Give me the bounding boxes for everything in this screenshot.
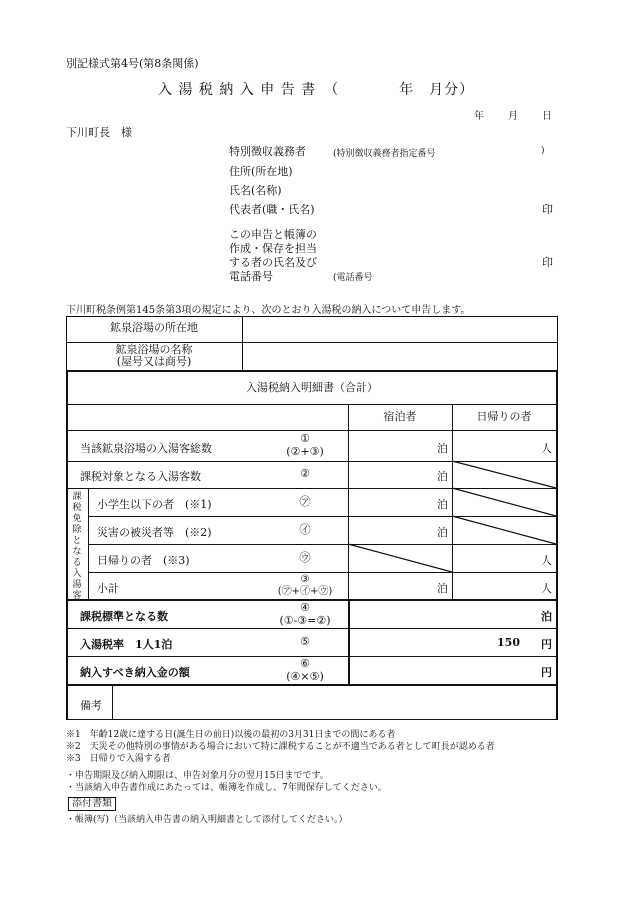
row-total-stay-unit: 泊 (437, 442, 448, 455)
row-disaster-label: 災害の被災者等 (※2) (97, 526, 212, 539)
date-year-label: 年 (474, 111, 484, 122)
row-dayuse-label: 日帰りの者 (※3) (97, 554, 190, 567)
attachment-text: ・帳簿(写)（当該納入申告書の納入明細書として添付してください。） (66, 815, 348, 825)
bullet-1: ・申告期限及び納入期限は、申告対象月分の翌月15日までです。 (66, 771, 329, 781)
obligor-no-close: ) (541, 146, 545, 156)
row-dayuse-day-unit: 人 (541, 554, 552, 567)
payment-amount-mark: ⑥ (④×⑤) (286, 657, 324, 683)
tax-rate-unit: 円 (541, 638, 552, 651)
row-taxable-label: 課税対象となる入湯客数 (80, 470, 201, 483)
payment-amount-label: 納入すべき納入金の額 (80, 666, 190, 679)
tax-rate-mark: ⑤ (300, 635, 310, 648)
row-children-mark: ㋐ (299, 495, 311, 508)
taxable-standard-label: 課税標準となる数 (80, 610, 168, 623)
facility-name-label-2: (屋号又は商号) (116, 355, 192, 368)
detail-title: 入湯税納入明細書（合計） (246, 381, 378, 394)
row-total-label: 当該鉱泉浴場の入湯客総数 (80, 442, 212, 455)
note-1: ※1 年齢12歳に達する日(誕生日の前日)以後の最初の3月31日までの間にある者 (66, 730, 396, 740)
facility-location-label: 鉱泉浴場の所在地 (110, 321, 198, 334)
page-title: 入 湯 税 納 入 申 告 書 （ 年 月分） (158, 82, 475, 98)
date-day-label: 日 (542, 111, 552, 122)
contact-line-2: 作成・保存を担当 (229, 242, 317, 255)
tax-rate-value: 150 (497, 636, 520, 649)
addressee: 下川町長 様 (66, 126, 132, 139)
taxable-standard-mark: ④ (①-③=②) (279, 601, 331, 627)
phone-label: (電話番号 (333, 273, 373, 283)
obligor-label: 特別徴収義務者 (229, 145, 306, 158)
tax-rate-label: 入湯税率 1人1泊 (80, 638, 173, 651)
row-children-label: 小学生以下の者 (※1) (97, 498, 212, 511)
col-header-day: 日帰りの者 (476, 410, 532, 423)
row-subtotal-day-unit: 人 (541, 582, 552, 595)
form-number: 別記様式第4号(第8条関係) (66, 57, 199, 70)
note-3: ※3 日帰りで入湯する者 (66, 754, 171, 764)
row-dayuse-mark: ㋒ (299, 551, 311, 564)
row-subtotal-stay-unit: 泊 (437, 582, 448, 595)
date-month-label: 月 (508, 111, 518, 122)
address-label: 住所(所在地) (229, 165, 293, 178)
facility-name-label-1: 鉱泉浴場の名称 (115, 343, 193, 356)
intro-text: 下川町税条例第145条第3項の規定により、次のとおり入湯税の納入について申告します。 (66, 305, 471, 316)
seal-mark-2: 印 (542, 256, 553, 269)
row-taxable-mark: ② (300, 467, 310, 480)
row-taxable-stay-unit: 泊 (437, 470, 448, 483)
row-subtotal-label: 小計 (97, 582, 119, 595)
representative-label: 代表者(職・氏名) (229, 203, 315, 216)
contact-line-4: 電話番号 (229, 270, 273, 283)
contact-line-3: する者の氏名及び (229, 256, 317, 269)
payment-amount-unit: 円 (541, 666, 552, 679)
note-2: ※2 天災その他特別の事情がある場合において特に課税することが不適当である者として町長が認める者 (66, 742, 495, 752)
row-subtotal-mark: ③ (㋐+㋑+㋒) (277, 574, 333, 597)
remarks-label: 備考 (80, 699, 102, 712)
row-children-stay-unit: 泊 (437, 498, 448, 511)
attachment-label: 添付書類 (68, 797, 116, 811)
row-total-mark: ① (②+③) (286, 432, 324, 458)
row-total-day-unit: 人 (541, 442, 552, 455)
name-label: 氏名(名称) (229, 184, 282, 197)
exempt-vertical-label: 課 税 免 除 と な る 入 湯 客 (72, 492, 82, 601)
row-disaster-stay-unit: 泊 (437, 526, 448, 539)
taxable-standard-unit: 泊 (541, 610, 552, 623)
bullet-2: ・当該納入申告書作成にあたっては、帳簿を作成し、7年間保存してください。 (66, 783, 387, 793)
col-header-stay: 宿泊者 (383, 410, 417, 423)
row-disaster-mark: ㋑ (299, 523, 311, 536)
contact-line-1: この申告と帳簿の (229, 228, 317, 241)
obligor-no-label: (特別徴収義務者指定番号 (333, 149, 436, 159)
seal-mark: 印 (542, 203, 553, 216)
